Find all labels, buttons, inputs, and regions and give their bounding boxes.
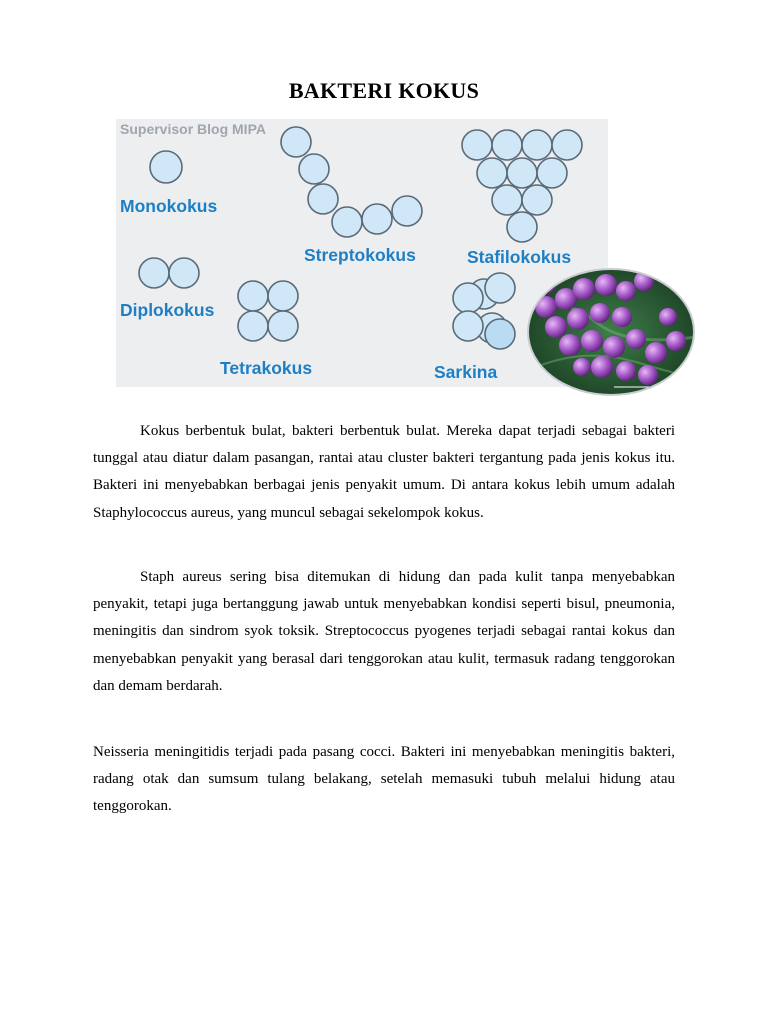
paragraph-2: Staph aureus sering bisa ditemukan di hidung dan pada kulit tanpa menyebabkan penyakit, tetapi juga bertanggung jawab untuk menyebabkan kondisi seperti bisul, pneumonia, meningitis dan sindrom syok toksik. Streptococcus pyogenes terjadi sebagai rantai kokus dan menyebabkan penyakit yang berasal dari tenggorokan atau kulit, termasuk radang tenggorokan dan demam berdarah. — [93, 569, 675, 694]
tetrakokus-cell — [238, 311, 268, 341]
label-stafilokokus: Stafilokokus — [467, 247, 572, 267]
sarkina-cell — [453, 311, 483, 341]
stafilokokus-cell — [507, 158, 537, 188]
label-tetrakokus: Tetrakokus — [220, 358, 313, 378]
stafilokokus-cell — [537, 158, 567, 188]
streptokokus-cell — [362, 204, 392, 234]
streptokokus-cell — [281, 127, 311, 157]
streptokokus-cell — [392, 196, 422, 226]
stafilokokus-cell — [522, 185, 552, 215]
diplokokus-cell — [169, 258, 199, 288]
stafilokokus-cell — [522, 130, 552, 160]
stafilokokus-cell — [507, 212, 537, 242]
tetrakokus-cell — [268, 311, 298, 341]
tetrakokus-cell — [238, 281, 268, 311]
sarkina-cell — [485, 273, 515, 303]
paragraph-3: Neisseria meningitidis terjadi pada pasang cocci. Bakteri ini menyebabkan meningitis bakteri, radang otak dan sumsum tulang belakang, setelah memasuki tubuh melalui hidung atau tenggorokan. — [93, 744, 675, 815]
stafilokokus-cell — [477, 158, 507, 188]
diplokokus-cell — [139, 258, 169, 288]
tetrakokus-cell — [268, 281, 298, 311]
streptokokus-cell — [332, 207, 362, 237]
page-title: BAKTERI KOKUS — [288, 78, 480, 103]
watermark-text: Supervisor Blog MIPA — [120, 121, 266, 137]
label-streptokokus: Streptokokus — [304, 245, 416, 265]
paragraph-1: Kokus berbentuk bulat, bakteri berbentuk bulat. Mereka dapat terjadi sebagai bakteri tunggal atau diatur dalam pasangan, rantai atau cluster bakteri tergantung pada jenis kokus itu. Bakteri ini menyebabkan berbagai jenis penyakit umum. Di antara kokus lebih umum adalah Staphylococcus aureus, yang muncul sebagai sekelompok kokus. — [93, 423, 675, 521]
streptokokus-cell — [299, 154, 329, 184]
sarkina-cell — [485, 319, 515, 349]
monokokus-cell — [150, 151, 182, 183]
stafilokokus-cell — [492, 130, 522, 160]
stafilokokus-cell — [462, 130, 492, 160]
sarkina-cell — [453, 283, 483, 313]
label-sarkina: Sarkina — [434, 362, 498, 382]
label-monokokus: Monokokus — [120, 196, 218, 216]
stafilokokus-cell — [492, 185, 522, 215]
stafilokokus-cell — [552, 130, 582, 160]
label-diplokokus: Diplokokus — [120, 300, 215, 320]
streptokokus-cell — [308, 184, 338, 214]
micrograph-image — [526, 267, 696, 397]
